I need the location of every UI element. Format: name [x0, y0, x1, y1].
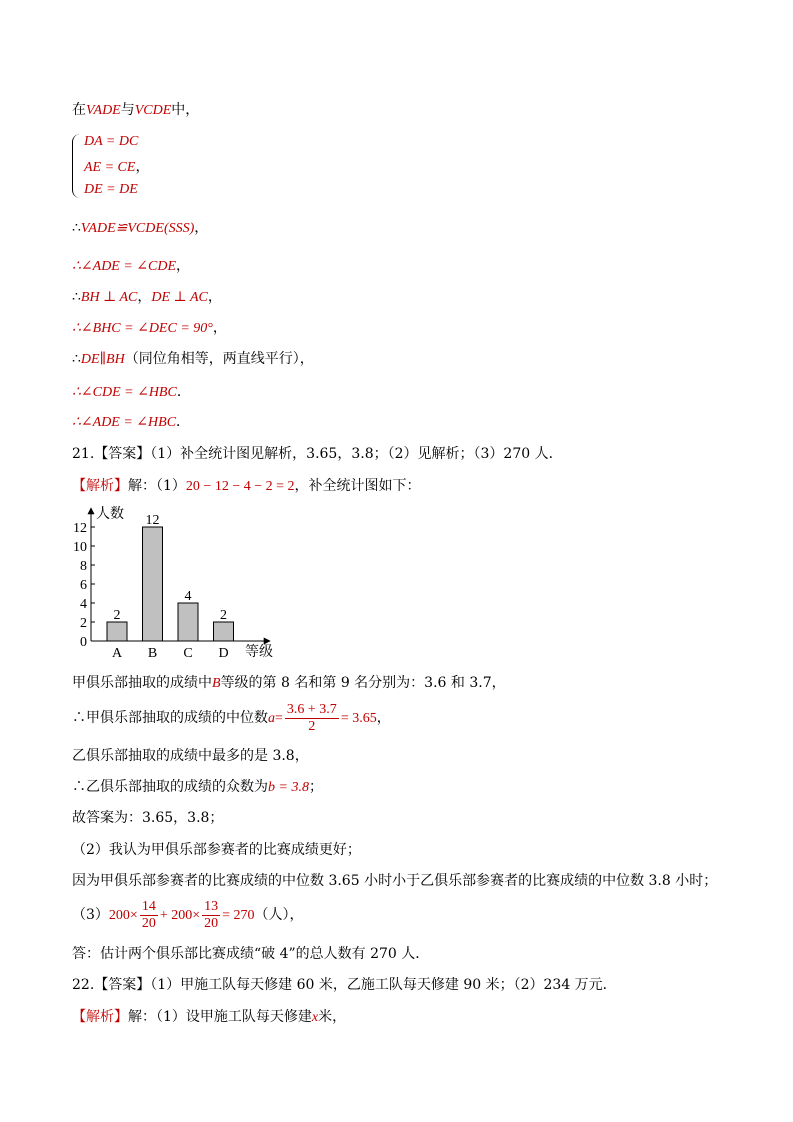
para-median-a: [72, 700, 391, 737]
math: VADE: [86, 103, 121, 118]
text: ，: [194, 220, 209, 236]
math: VADE≌VCDE: [80, 221, 164, 236]
math: ∴∠ADE = ∠HBC: [72, 415, 177, 430]
question-22-answer: 22.【答案】（1）甲施工队每天修建 60 米，乙施工队每天修建 90 米；（2）234 万元．: [72, 977, 617, 993]
category-label: D: [218, 646, 229, 661]
para-part-3: [72, 897, 304, 934]
bar-value-label: 4: [184, 589, 192, 604]
numerator: 3.6 + 3.7: [286, 701, 337, 717]
category-label: C: [183, 646, 193, 661]
text: ∴乙俱乐部抽取的成绩的众数为: [72, 779, 268, 795]
math: DE ⊥ AC: [151, 290, 208, 305]
y-tick-label: 0: [80, 635, 87, 650]
text: ．: [176, 384, 191, 400]
y-tick-label: 4: [80, 597, 87, 612]
text: （人），: [254, 907, 304, 923]
math: DE∥BH: [80, 352, 125, 367]
math: B: [212, 676, 221, 691]
equation-1: DA = DC: [84, 134, 139, 149]
para-conclusion: 答：估计两个俱乐部比赛成绩“破 4”的总人数有 270 人．: [72, 946, 430, 962]
therefore: ∴: [72, 351, 81, 367]
text: （同位角相等，两直线平行），: [124, 351, 314, 367]
para-most-common: 乙俱乐部抽取的成绩中最多的是 3.8，: [72, 748, 309, 764]
para-b-grade: [72, 673, 506, 694]
text: ，: [207, 289, 222, 305]
fraction-2: [202, 899, 220, 932]
left-brace: [72, 134, 81, 198]
bar-B: [143, 527, 163, 641]
line-angle-ade-hbc: [72, 412, 190, 433]
math: ∴∠ADE = ∠CDE: [72, 259, 177, 274]
question-22-analysis: [72, 1007, 346, 1028]
text: 甲俱乐部抽取的成绩中: [72, 675, 212, 691]
text: ∴甲俱乐部抽取的成绩的中位数: [72, 710, 268, 726]
text: ，补全统计图如下：: [294, 478, 421, 494]
therefore: ∴: [72, 220, 81, 236]
text: 米，: [318, 1009, 347, 1025]
category-label: A: [111, 646, 123, 661]
text: 在: [72, 102, 86, 118]
text: 中，: [171, 102, 200, 118]
text: 与: [120, 102, 135, 118]
math: 200×: [108, 908, 138, 923]
x-axis-label: 等级: [245, 645, 273, 660]
equation-3: DE = DE: [84, 182, 138, 197]
denominator: 20: [141, 915, 156, 931]
math: b = 3.8: [268, 780, 309, 795]
category-label: B: [147, 646, 158, 661]
fraction-1: [140, 899, 158, 932]
equation-2: AE = CE: [84, 160, 136, 175]
math: = 3.65: [340, 711, 377, 726]
line-triangle-intro: [72, 100, 199, 121]
para-part-2: （2）我认为甲俱乐部参赛者的比赛成绩更好；: [72, 842, 361, 858]
text: ；: [308, 779, 323, 795]
text: 解：（1）: [128, 478, 186, 494]
denominator: 20: [204, 915, 219, 931]
math: ∴∠BHC = ∠DEC = 90°: [72, 321, 213, 336]
y-axis-label: 人数: [96, 507, 124, 522]
math: ∴∠CDE = ∠HBC: [72, 385, 177, 400]
math: 20 − 12 − 4 − 2 = 2: [185, 479, 295, 494]
bar-value-label: 2: [220, 608, 227, 623]
question-21-answer: 21.【答案】（1）补全统计图见解析，3.65，3.8；（2）见解析；（3）270 人．: [72, 446, 563, 462]
bar-D: [214, 622, 234, 641]
y-tick-label: 8: [80, 559, 87, 574]
question-21-analysis: [72, 476, 421, 497]
line-angle-ade-cde: [72, 256, 190, 277]
text: ，: [137, 289, 152, 305]
text: ，: [176, 258, 191, 274]
equation-2-row: [84, 157, 149, 178]
text: 解：（1）设甲施工队每天修建: [128, 1009, 312, 1025]
text: ，: [376, 710, 391, 726]
math: VCDE: [134, 103, 172, 118]
para-reason: 因为甲俱乐部参赛者的比赛成绩的中位数 3.65 小时小于乙俱乐部参赛者的比赛成绩的中位数 3.8 小时；: [72, 873, 718, 889]
text: ．: [176, 414, 191, 430]
math: BH ⊥ AC: [80, 290, 138, 305]
line-perpendicular: [72, 287, 222, 308]
analysis-label: 【解析】: [72, 478, 128, 494]
numerator: 14: [141, 898, 156, 914]
numerator: 13: [204, 898, 219, 914]
analysis-label: 【解析】: [72, 1009, 128, 1025]
y-tick-label: 10: [73, 540, 87, 555]
y-tick-label: 6: [80, 578, 87, 593]
text: （3）: [72, 907, 109, 923]
text: ，: [212, 320, 227, 336]
bar-A: [107, 622, 127, 641]
bar-value-label: 2: [113, 608, 121, 623]
fraction: [285, 702, 339, 735]
therefore: ∴: [72, 289, 81, 305]
line-parallel: [72, 349, 314, 370]
math: x: [311, 1010, 319, 1025]
para-mode-b: [72, 777, 323, 798]
equation-system: [72, 132, 192, 202]
bar-value-label: 12: [145, 513, 160, 528]
line-angle-cde-hbc: [72, 382, 191, 403]
math: = 270: [222, 908, 255, 923]
line-congruent: [72, 218, 208, 239]
line-right-angles: [72, 318, 227, 339]
y-tick-label: 2: [80, 616, 87, 631]
comma: ，: [135, 159, 150, 175]
math: a: [268, 711, 275, 726]
math: (SSS): [163, 221, 195, 236]
text: 等级的第 8 名和第 9 名分别为：3.6 和 3.7，: [220, 675, 506, 691]
math: =: [275, 711, 283, 726]
math: + 200×: [159, 908, 201, 923]
para-answer: 故答案为：3.65，3.8；: [72, 810, 224, 826]
bar-C: [178, 603, 198, 641]
y-tick-label: 12: [73, 521, 87, 536]
denominator: 2: [308, 718, 316, 734]
bar-chart: [62, 502, 282, 664]
